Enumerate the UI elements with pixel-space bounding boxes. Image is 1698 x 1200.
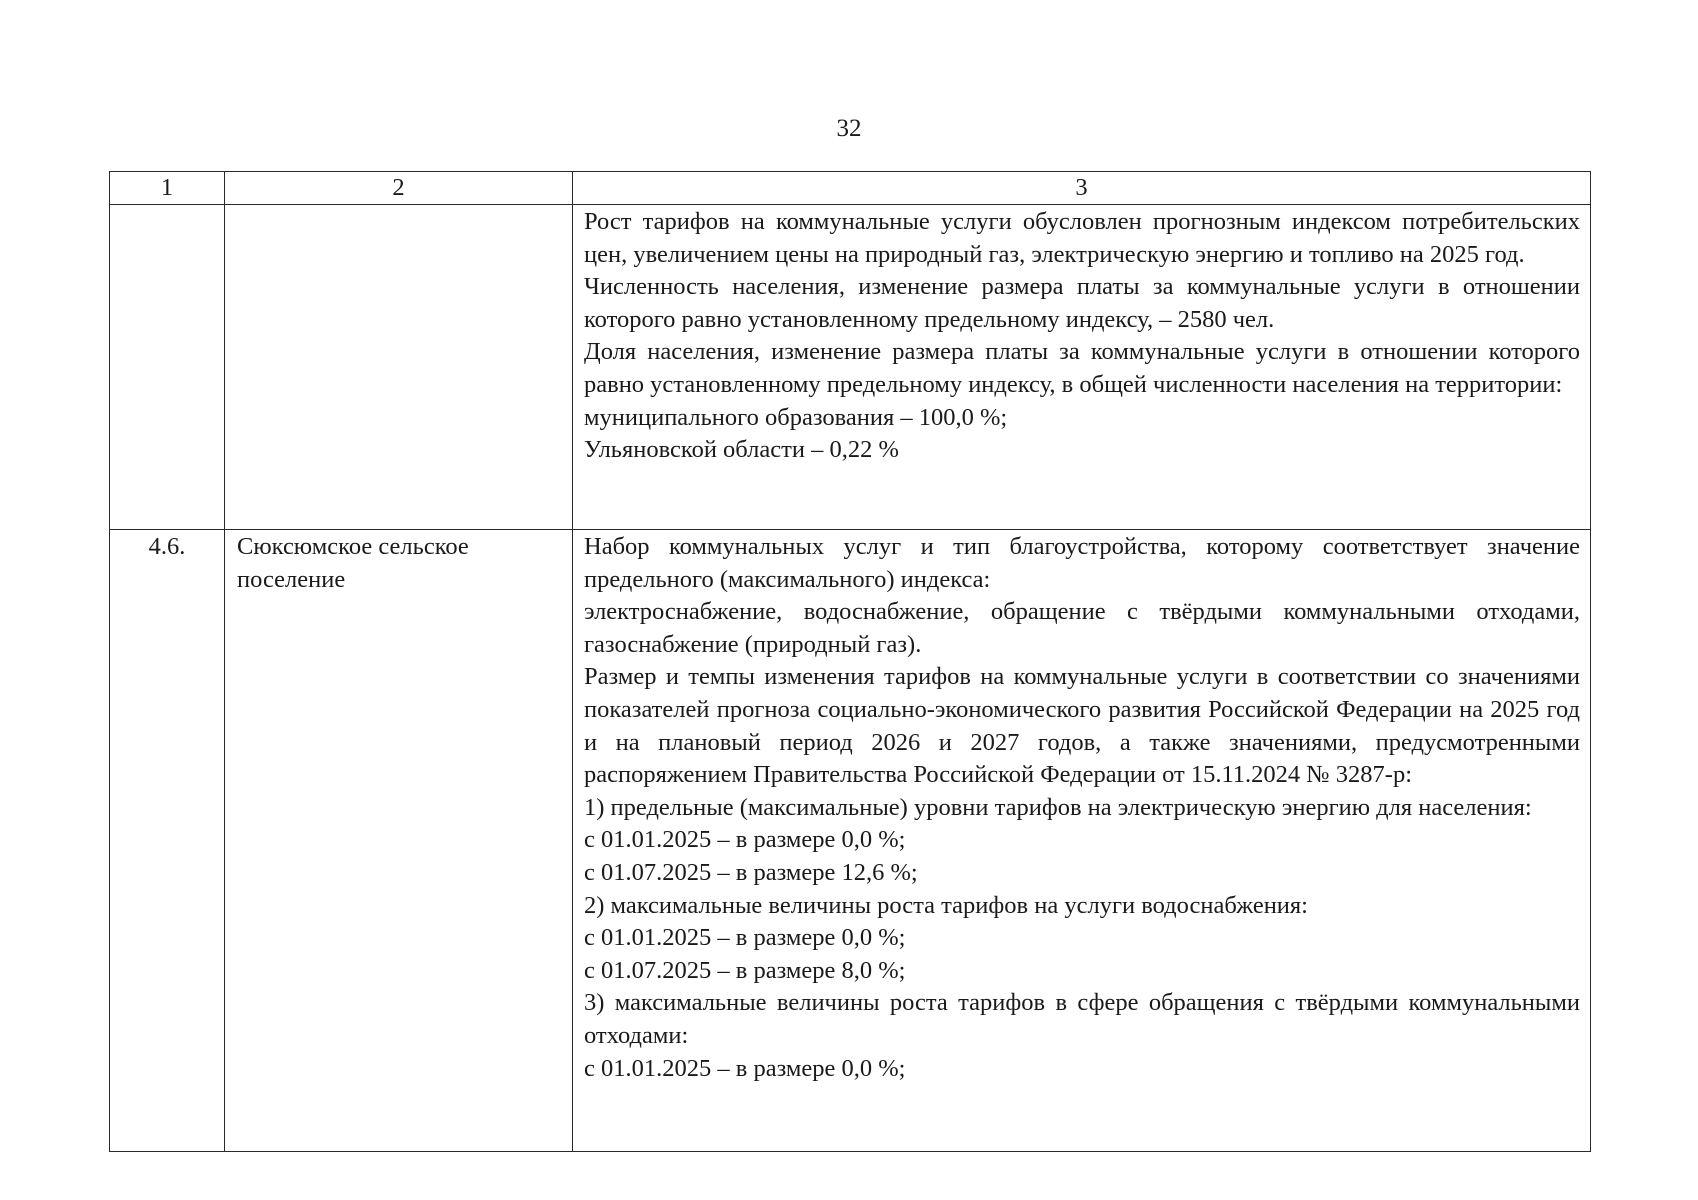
settlement-name-cell: Сюксюмское сельское поселение xyxy=(225,530,573,1152)
text-paragraph: Набор коммунальных услуг и тип благоустройства, которому соответствует значение предельного (максимального) индекса: xyxy=(584,533,1580,593)
description-cell xyxy=(573,205,1591,530)
text-paragraph: электроснабжение, водоснабжение, обращение с твёрдыми коммунальными отходами, газоснабжение (природный газ). xyxy=(584,598,1580,658)
text-paragraph: Размер и темпы изменения тарифов на коммунальные услуги в соответствии со значениями показателей прогноза социально-экономического развития Российской Федерации на 2025 год и на плановый период 2026 и 2027 годов, а также значениями, предусмотренными распоряжением Правительства Российской Федерации от 15.11.2024 № 3287-р: xyxy=(584,663,1580,789)
table-header-row xyxy=(110,172,1591,205)
text-line: с 01.07.2025 – в размере 12,6 %; xyxy=(584,858,918,886)
description-text xyxy=(584,206,1580,467)
column-header-1: 1 xyxy=(110,172,225,205)
row-number-cell xyxy=(110,205,225,530)
settlement-name-cell xyxy=(225,205,573,530)
text-paragraph: Доля населения, изменение размера платы за коммунальные услуги в отношении которого равно установленному предельному индексу, в общей численности населения на территории: xyxy=(584,338,1580,398)
table-row-4-6 xyxy=(110,530,1591,1152)
text-line: 2) максимальные величины роста тарифов на услуги водоснабжения: xyxy=(584,891,1308,919)
text-line: с 01.01.2025 – в размере 0,0 %; xyxy=(584,826,906,854)
column-header-2: 2 xyxy=(225,172,573,205)
text-line: с 01.07.2025 – в размере 8,0 %; xyxy=(584,956,906,984)
page-number: 32 xyxy=(836,115,862,142)
description-text xyxy=(584,531,1580,1085)
text-line: с 01.01.2025 – в размере 0,0 %; xyxy=(584,924,906,952)
text-paragraph: 1) предельные (максимальные) уровни тарифов на электрическую энергию для населения: xyxy=(584,793,1532,821)
text-line: муниципального образования – 100,0 %; xyxy=(584,403,1008,431)
table-row-continued xyxy=(110,205,1591,530)
tariff-table xyxy=(109,171,1591,1152)
column-header-3: 3 xyxy=(573,172,1591,205)
text-line: с 01.01.2025 – в размере 0,0 %; xyxy=(584,1054,906,1082)
row-number-cell: 4.6. xyxy=(110,530,225,1152)
text-paragraph: 3) максимальные величины роста тарифов в сфере обращения с твёрдыми коммунальными отходами: xyxy=(584,989,1580,1049)
text-line: Ульяновской области – 0,22 % xyxy=(584,436,899,464)
description-cell xyxy=(573,530,1591,1152)
text-paragraph: Численность населения, изменение размера платы за коммунальные услуги в отношении которого равно установленному предельному индексу, – 2580 чел. xyxy=(584,273,1580,333)
text-paragraph: Рост тарифов на коммунальные услуги обусловлен прогнозным индексом потребительских цен, увеличением цены на природный газ, электрическую энергию и топливо на 2025 год. xyxy=(584,208,1580,268)
